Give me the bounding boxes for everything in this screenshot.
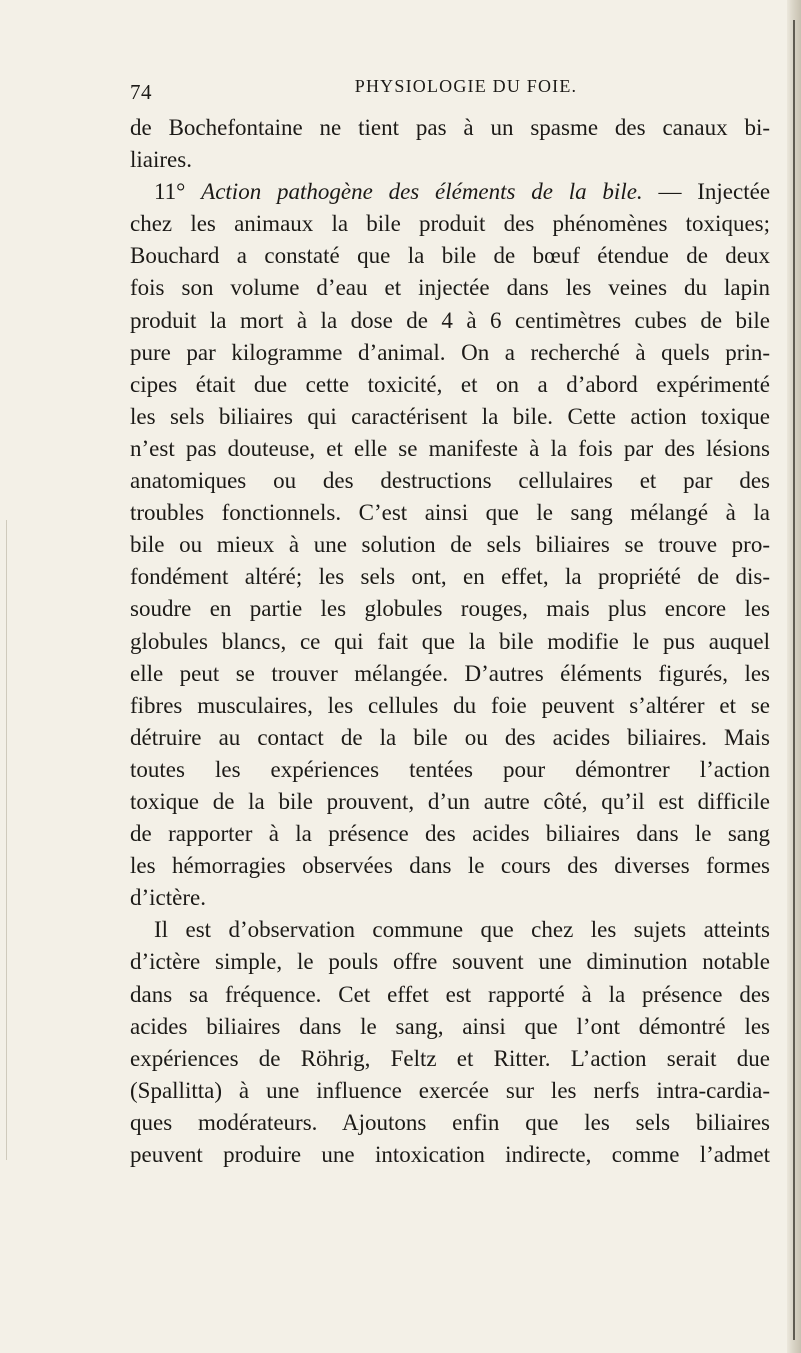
page-margin-mark <box>6 520 7 1160</box>
text-line: soudre en partie les globules rouges, mais plus encore les <box>130 596 770 622</box>
text-line: Bouchard a constaté que la bile de bœuf étendue de deux <box>130 243 770 269</box>
text-line: dans sa fréquence. Cet effet est rapporté à la présence des <box>130 981 770 1007</box>
text-line: troubles fonctionnels. C’est ainsi que le sang mélangé à la <box>130 500 770 526</box>
page-number: 74 <box>130 80 152 104</box>
running-title: PHYSIOLOGIE DU FOIE. <box>354 76 578 96</box>
text-line: fibres musculaires, les cellules du foie peuvent s’altérer et se <box>130 692 770 718</box>
text-line: chez les animaux la bile produit des phénomènes toxiques; <box>130 211 770 237</box>
section-heading-rest: — Injectée <box>658 179 771 205</box>
page-right-edge <box>787 0 801 1353</box>
text-line: fois son volume d’eau et injectée dans les veines du lapin <box>130 275 770 301</box>
text-line: d’ictère simple, le pouls offre souvent une diminution notable <box>130 949 770 975</box>
text-line: de Bochefontaine ne tient pas à un spasme des canaux bi- <box>130 115 770 140</box>
text-line: liaires. <box>130 147 192 173</box>
text-line: (Spallitta) à une influence exercée sur les nerfs intra-cardia- <box>130 1077 770 1103</box>
text-line: toutes les expériences tentées pour démontrer l’action <box>130 756 770 782</box>
text-line: les sels biliaires qui caractérisent la bile. Cette action toxique <box>130 403 770 429</box>
text-line: Il est d’observation commune que chez les sujets atteints <box>154 917 770 943</box>
text-line: globules blancs, ce qui fait que la bile modifie le pus auquel <box>130 628 770 654</box>
text-line: bile ou mieux à une solution de sels biliaires se trouve pro- <box>130 532 770 558</box>
text-line: toxique de la bile prouvent, d’un autre côté, qu’il est difficile <box>130 788 770 814</box>
text-line: de rapporter à la présence des acides biliaires dans le sang <box>130 821 770 847</box>
text-line: détruire au contact de la bile ou des acides biliaires. Mais <box>130 724 770 750</box>
text-line: produit la mort à la dose de 4 à 6 centimètres cubes de bile <box>130 307 770 333</box>
text-line: les hémorragies observées dans le cours des diverses formes <box>130 853 770 879</box>
page-header <box>130 74 770 104</box>
text-line: anatomiques ou des destructions cellulaires et par des <box>130 468 770 494</box>
text-line: cipes était due cette toxicité, et on a d’abord expérimenté <box>130 371 770 397</box>
text-line: expériences de Röhrig, Feltz et Ritter. L’action serait due <box>130 1045 770 1071</box>
section-heading-line <box>130 176 770 208</box>
section-number: 11° <box>154 179 186 205</box>
section-title: Action pathogène des éléments de la bile. <box>201 179 643 205</box>
text-line: fondément altéré; les sels ont, en effet, la propriété de dis- <box>130 564 770 590</box>
body-text <box>130 112 770 1171</box>
text-line: pure par kilogramme d’animal. On a recherché à quels prin- <box>130 339 770 365</box>
text-line: n’est pas douteuse, et elle se manifeste à la fois par des lésions <box>130 435 770 461</box>
text-line: peuvent produire une intoxication indirecte, comme l’admet <box>130 1142 770 1167</box>
text-line: ques modérateurs. Ajoutons enfin que les sels biliaires <box>130 1109 770 1135</box>
text-line: elle peut se trouver mélangée. D’autres éléments figurés, les <box>130 660 770 686</box>
text-line: d’ictère. <box>130 885 206 911</box>
text-line: acides biliaires dans le sang, ainsi que l’ont démontré les <box>130 1013 770 1039</box>
